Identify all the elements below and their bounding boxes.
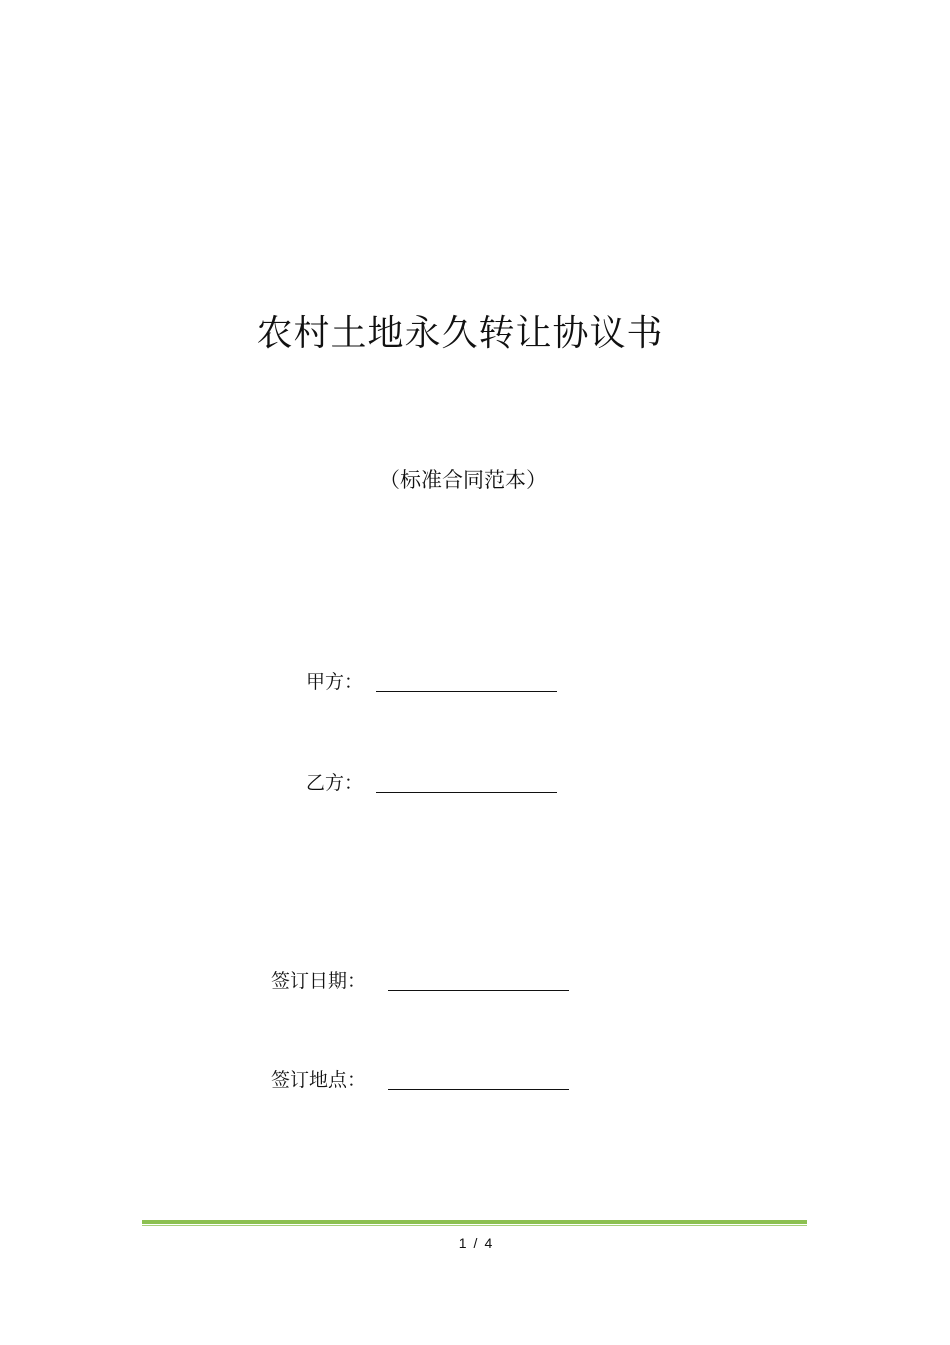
sign-place-blank-line: [388, 1089, 569, 1090]
footer-divider-thin: [142, 1225, 807, 1226]
party-a-field: [306, 664, 363, 694]
document-title: 农村土地永久转让协议书: [256, 313, 664, 354]
party-b-blank-line: [376, 792, 557, 793]
party-a-blank-line: [376, 691, 557, 692]
sign-date-label: 签订日期：: [271, 970, 367, 992]
party-a-label: 甲方：: [306, 671, 364, 693]
sign-date-field: [271, 963, 366, 993]
document-subtitle: （标准合同范本）: [379, 468, 547, 492]
party-b-label: 乙方：: [306, 772, 364, 794]
sign-place-label: 签订地点：: [271, 1069, 367, 1091]
sign-place-field: [271, 1062, 366, 1092]
page-total: 4: [484, 1235, 494, 1251]
page-current: 1: [458, 1235, 468, 1251]
sign-date-blank-line: [388, 990, 569, 991]
party-b-field: [306, 765, 363, 795]
page-separator: /: [473, 1235, 479, 1251]
footer-divider-thick: [142, 1220, 807, 1224]
page-number: [0, 1234, 950, 1252]
footer-divider: [142, 1220, 807, 1226]
